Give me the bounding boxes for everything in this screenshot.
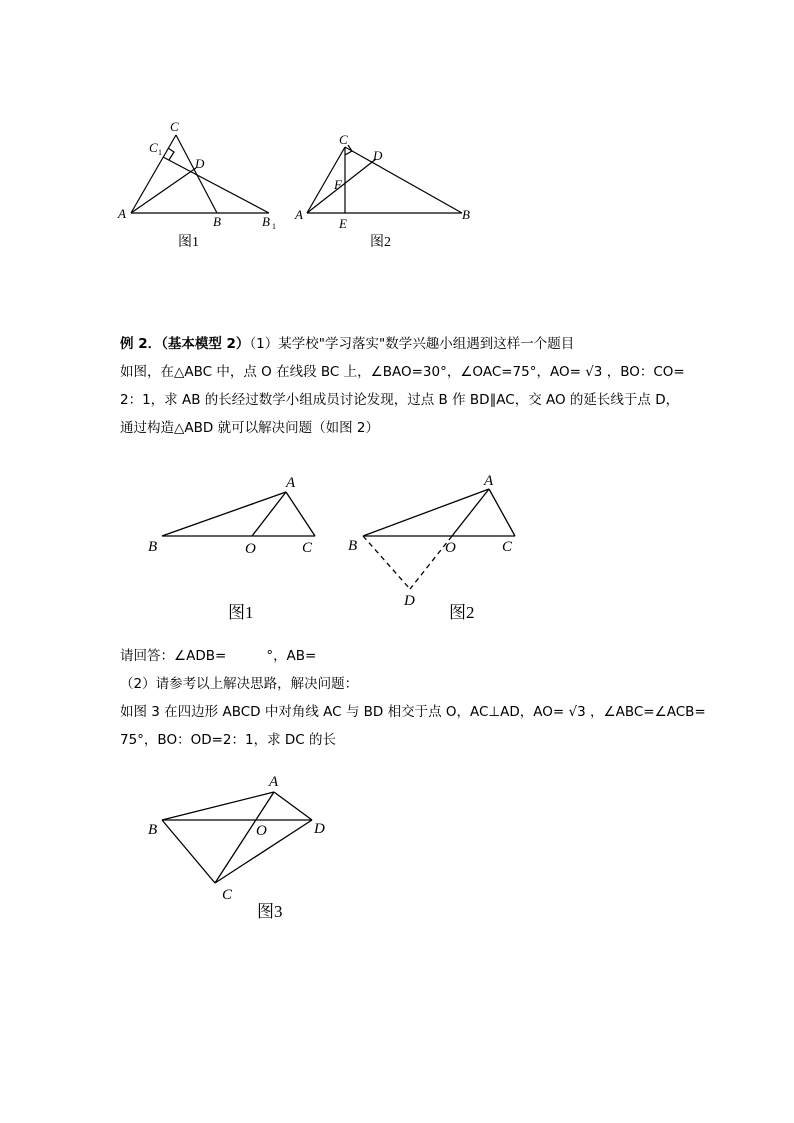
label-c: C [170,119,179,134]
label-c: C [302,540,313,556]
label-b1: B [262,214,270,229]
figure-mid-2 [340,465,540,630]
answer-line [120,646,356,666]
segment-c1b1 [163,157,269,213]
figure-3 [140,765,360,930]
segment-bd-dashed [363,536,410,589]
example-title-rest: （1）某学校"学习落实"数学兴趣小组遇到这样一个题目 [249,336,575,352]
label-b: B [148,822,158,838]
label-o: O [256,823,267,839]
label-f: F [334,177,342,192]
segment-cb [176,135,217,213]
label-d: D [373,148,383,163]
label-b: B [462,207,470,222]
caption-fig3: 图3 [257,902,283,921]
figure-top-2 [290,115,490,255]
label-c1: C [149,140,158,155]
right-angle-mark [168,148,174,160]
label-b: B [213,214,221,229]
label-a: A [286,475,296,491]
label-c1-sub: 1 [158,148,162,157]
figure-mid-1 [140,465,340,630]
example-line-1: 如图，在△ABC 中，点 O 在线段 BC 上，∠BAO=30°，∠OAC=75°，AO= √3 ，BO：CO= [120,364,685,380]
answer-middle: °，AB= [266,648,317,664]
segment-ab [162,792,274,820]
part2-line-1: （2）请参考以上解决思路，解决问题： [120,676,359,692]
caption-fig2-mid: 图2 [449,603,475,622]
label-c: C [339,132,348,147]
label-b: B [148,539,158,555]
label-d: D [195,156,205,171]
segment-ab [162,492,286,536]
label-a: A [269,774,279,790]
example-title [120,334,574,354]
example-line-2: 2：1，求 AB 的长经过数学小组成员讨论发现，过点 B 作 BD∥AC，交 AO 的延长线于点 D， [120,392,680,408]
label-b: B [348,538,358,554]
label-d: D [314,821,325,837]
caption-fig1-top: 图1 [178,235,199,250]
part2-line-2: 如图 3 在四边形 ABCD 中对角线 AC 与 BD 相交于点 O，AC⊥AD，AO= √3 ，∠ABC=∠ACB= [120,704,706,720]
answer-prefix: 请回答：∠ADB= [120,648,227,664]
segment-bc [162,820,215,883]
example-title-bold: 例 2．（基本模型 2） [120,336,250,352]
segment-ac [489,489,515,536]
label-c: C [502,539,513,555]
part2-line-3: 75°，BO：OD=2：1，求 DC 的长 [120,732,336,748]
label-d: D [404,593,415,609]
label-o: O [245,541,256,557]
segment-ad [131,168,196,213]
segment-ad [274,792,312,820]
segment-cb [345,147,462,213]
label-a: A [484,473,494,489]
label-b1-sub: 1 [272,222,276,231]
label-a: A [295,207,303,222]
example-line-3: 通过构造△ABD 就可以解决问题（如图 2） [120,420,379,436]
caption-fig2-top: 图2 [370,235,391,250]
figure-top-1 [110,115,290,255]
label-e: E [339,216,347,231]
label-o: O [445,540,456,556]
caption-fig1-mid: 图1 [228,603,254,622]
segment-ac [286,492,315,536]
label-c: C [222,887,233,903]
label-a: A [118,206,126,221]
